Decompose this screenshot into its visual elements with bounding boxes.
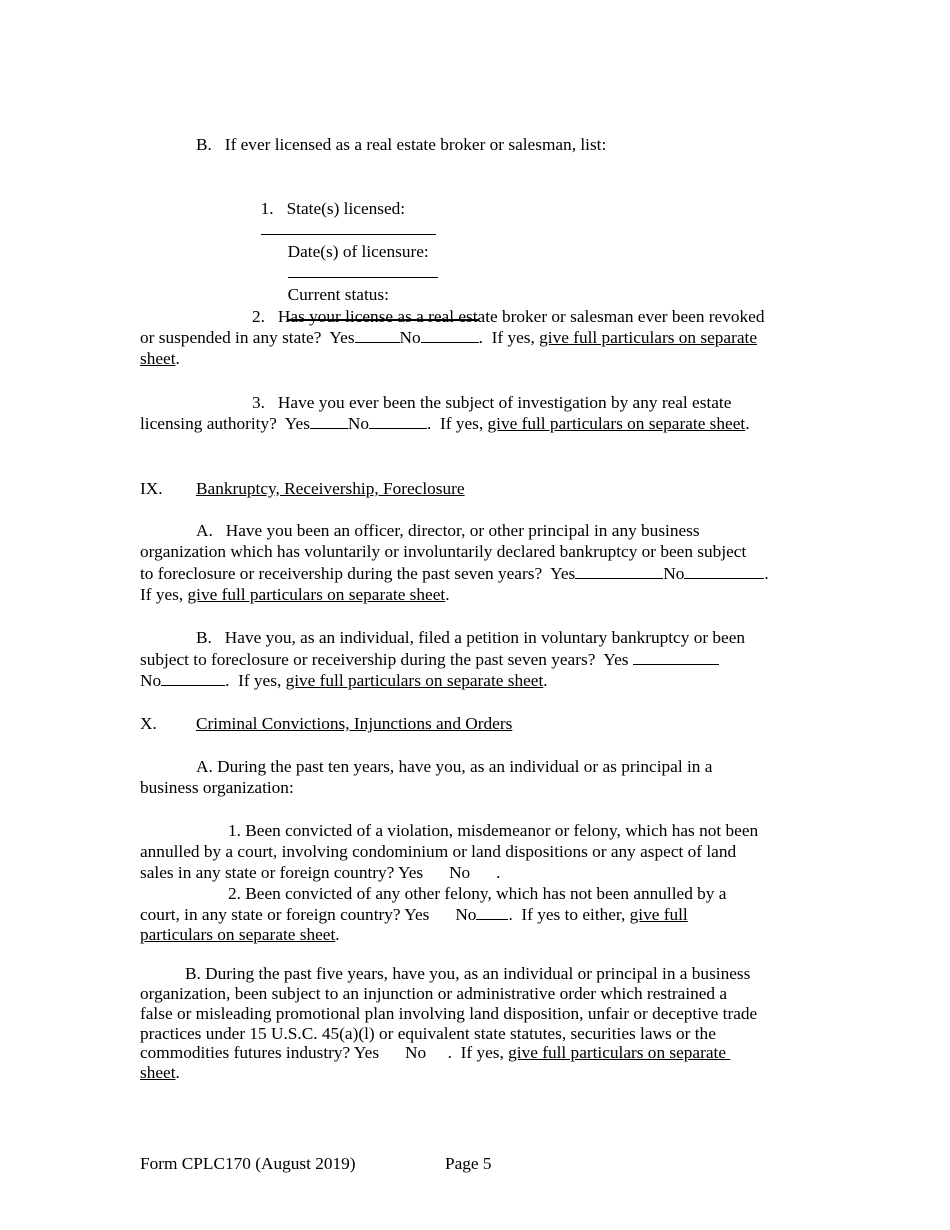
ix-b-line2: subject to foreclosure or receivership during the past seven years? Yes (140, 649, 719, 670)
section-b-lead: B. If ever licensed as a real estate broker or salesman, list: (196, 135, 607, 154)
section-ix-heading: Bankruptcy, Receivership, Foreclosure (196, 479, 465, 498)
x-b-line1: B. During the past five years, have you, as an individual or principal in a business (185, 964, 751, 983)
footer-page-number: Page 5 (445, 1154, 492, 1173)
x-a-line1: A. During the past ten years, have you, as an individual or as principal in a (196, 757, 713, 776)
footer-form-id: Form CPLC170 (August 2019) (140, 1154, 356, 1173)
state-licensed-label: 1. State(s) licensed: (260, 199, 406, 218)
x-b-line3: false or misleading promotional plan involving land disposition, unfair or deceptive trade (140, 1004, 758, 1023)
ix-a-line2: organization which has voluntarily or involuntarily declared bankruptcy or been subject (140, 542, 747, 561)
b3-yes-blank[interactable] (310, 414, 348, 429)
x-a-q2-line2: court, in any state or foreign country? Yes No . If yes to either, give full (140, 905, 688, 924)
ix-b-line3: No . If yes, give full particulars on separate sheet. (140, 671, 548, 690)
ix-a-line1: A. Have you been an officer, director, or other principal in any business (196, 521, 700, 540)
x-a-q2-line1: 2. Been convicted of any other felony, which has not been annulled by a (228, 884, 727, 903)
ix-a-line3: to foreclosure or receivership during the past seven years? Yes No . (140, 564, 769, 583)
ix-b-yes-blank[interactable] (633, 650, 719, 665)
ix-a-no-blank[interactable] (684, 564, 764, 579)
question-b2-line3: sheet. (140, 349, 180, 368)
x-b-line4: practices under 15 U.S.C. 45(a)(l) or equivalent state statutes, securities laws or the (140, 1024, 716, 1043)
x-b-line5: commodities futures industry? Yes No . If yes, give full particulars on separate (140, 1043, 731, 1062)
question-b3-line1: 3. Have you ever been the subject of investigation by any real estate (252, 393, 732, 412)
section-x-heading: Criminal Convictions, Injunctions and Orders (196, 714, 513, 733)
x-b-line6: sheet. (140, 1063, 180, 1082)
x-b-line2: organization, been subject to an injunction or administrative order which restrained a (140, 984, 728, 1003)
b2-yes-blank[interactable] (355, 328, 400, 343)
current-status-label: Current status: (287, 285, 389, 304)
x-a-q1-line2: annulled by a court, involving condominium or land dispositions or any aspect of land (140, 842, 737, 861)
b3-no-blank[interactable] (369, 414, 427, 429)
x-a-q2-line3: particulars on separate sheet. (140, 925, 340, 944)
x-a-q2-no-blank[interactable] (476, 905, 508, 920)
question-b3-line2: licensing authority? Yes No . If yes, give full particulars on separate sheet. (140, 414, 750, 433)
ix-b-no-blank[interactable] (161, 671, 225, 686)
ix-b-line1: B. Have you, as an individual, filed a petition in voluntary bankruptcy or been (196, 628, 746, 647)
section-ix-numeral: IX. (140, 479, 163, 498)
ix-a-yes-blank[interactable] (575, 564, 663, 579)
b2-no-blank[interactable] (421, 328, 479, 343)
x-a-q1-line1: 1. Been convicted of a violation, misdemeanor or felony, which has not been (228, 821, 759, 840)
section-x-numeral: X. (140, 714, 157, 733)
x-a-line2: business organization: (140, 778, 294, 797)
licensure-dates-label: Date(s) of licensure: (287, 242, 429, 261)
ix-a-line4: If yes, give full particulars on separate sheet. (140, 585, 450, 604)
question-b2-line1: 2. Has your license as a real estate broker or salesman ever been revoked (252, 307, 765, 326)
x-a-q1-line3: sales in any state or foreign country? Yes No . (140, 863, 501, 882)
question-b2-line2: or suspended in any state? Yes No . If yes, give full particulars on separate (140, 328, 757, 347)
